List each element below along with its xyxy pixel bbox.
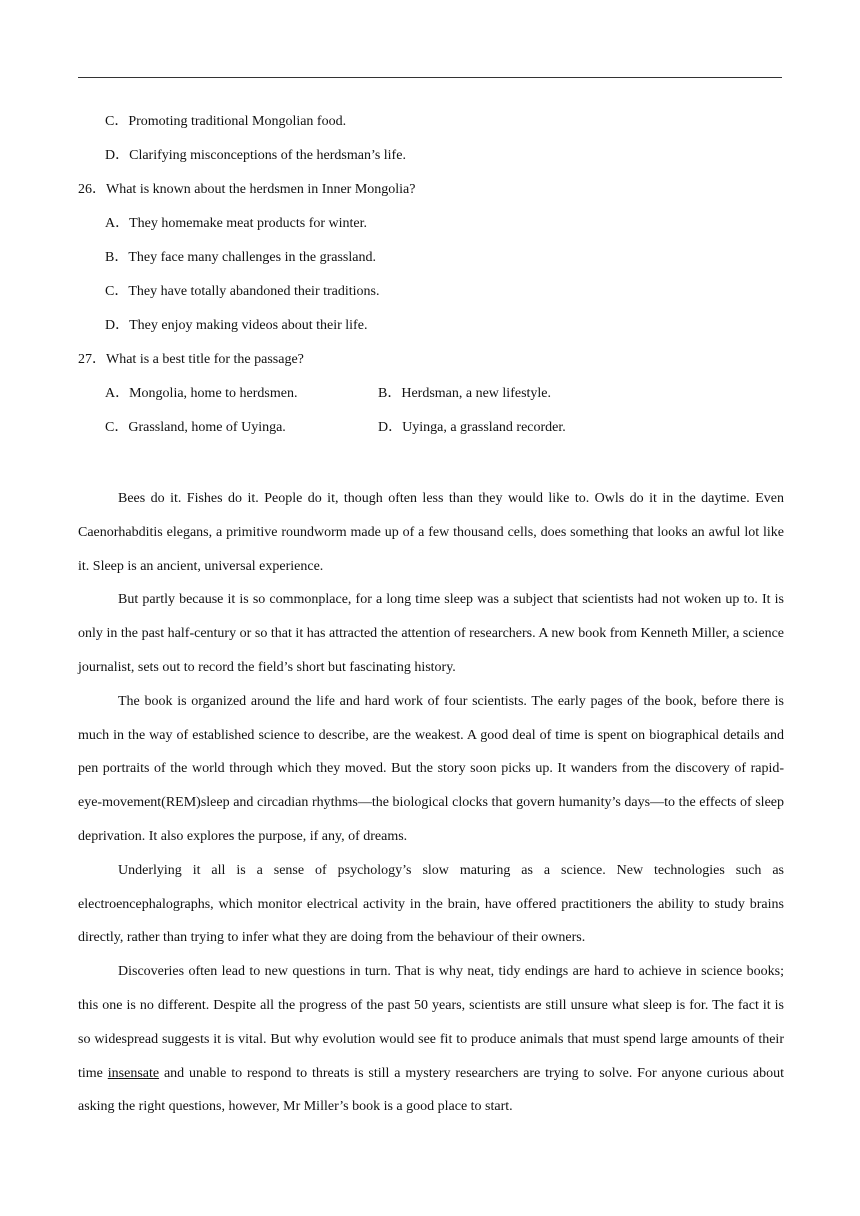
question-block <box>78 111 784 451</box>
q27-option-a: A．Mongolia, home to herdsmen. <box>105 386 298 401</box>
q26-stem: 26．What is known about the herdsmen in Inner Mongolia? <box>78 182 416 197</box>
reading-passage <box>78 482 784 1124</box>
passage-paragraph-4: Underlying it all is a sense of psychology’s slow maturing as a science. New technologies such as electroencephalographs, which monitor electrical activity in the brain, have offered practitioners the ability to study brains directly, rather than trying to infer what they are doing from the behaviour of their owners. <box>78 862 784 946</box>
q26-option-b: B．They face many challenges in the grassland. <box>105 250 376 265</box>
passage-paragraph-1: Bees do it. Fishes do it. People do it, though often less than they would like to. Owls do it in the daytime. Even Caenorhabditis elegans, a primitive roundworm made up of a few thousand cells, does something that looks an awful lot like it. Sleep is an ancient, universal experience. <box>78 491 784 574</box>
q27-option-b: B．Herdsman, a new lifestyle. <box>378 386 552 401</box>
q27-options-row-1 <box>78 383 784 417</box>
paragraph-5-text-after: and unable to respond to threats is still a mystery researchers are trying to solve. For anyone curious about asking the right questions, however, Mr Miller’s book is a good place to start. <box>78 1065 784 1115</box>
passage-paragraph-3: The book is organized around the life and hard work of four scientists. The early pages of the book, before there is much in the way of established science to describe, are the weakest. A good deal of time is spent on biographical details and pen portraits of the world through which they moved. But the story soon picks up. It wanders from the discovery of rapid-eye-movement(REM)sleep and circadian rhythms—the biological clocks that govern humanity’s days—to the effects of sleep deprivation. It also explores the purpose, if any, of dreams. <box>78 693 784 844</box>
passage-paragraph-5 <box>78 955 784 1124</box>
q27-option-d: D．Uyinga, a grassland recorder. <box>378 420 566 435</box>
passage-paragraph-2: But partly because it is so commonplace, for a long time sleep was a subject that scientists had not woken up to. It is only in the past half-century or so that it has attracted the attention of researchers. A new book from Kenneth Miller, a science journalist, sets out to record the field’s short but fascinating history. <box>78 592 784 675</box>
q25-option-d: D．Clarifying misconceptions of the herdsman’s life. <box>105 148 406 163</box>
q27-option-c: C．Grassland, home of Uyinga. <box>105 420 286 435</box>
underlined-word: insensate <box>107 1065 160 1081</box>
q26-option-a: A．They homemake meat products for winter. <box>105 216 368 231</box>
q26-option-c: C．They have totally abandoned their traditions. <box>105 284 380 299</box>
q25-option-c: C．Promoting traditional Mongolian food. <box>105 114 347 129</box>
header-rule <box>78 77 782 78</box>
q26-option-d: D．They enjoy making videos about their life. <box>105 318 368 333</box>
paragraph-5-text-before: Discoveries often lead to new questions in turn. That is why neat, tidy endings are hard to achieve in science books; this one is no different. Despite all the progress of the past 50 years, scientists are still unsure what sleep is for. The fact it is so widespread suggests it is vital. But why evolution would see fit to produce animals that must spend large amounts of their time <box>78 964 784 1081</box>
q27-stem: 27．What is a best title for the passage? <box>78 352 304 367</box>
q27-options-row-2 <box>78 417 784 451</box>
